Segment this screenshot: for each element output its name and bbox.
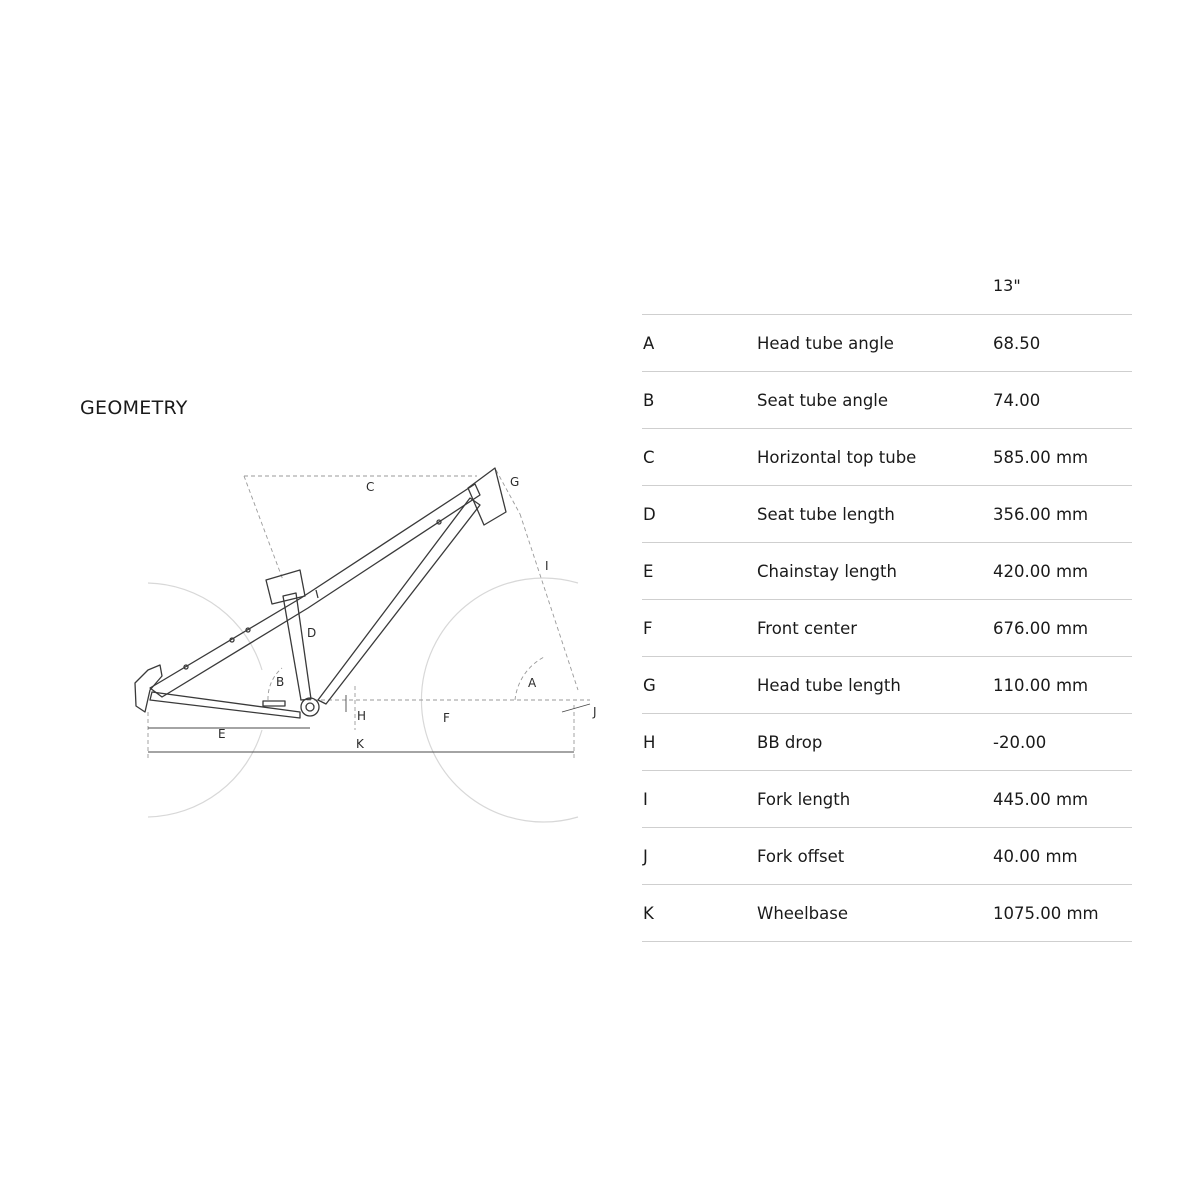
row-value: 68.50 (993, 334, 1041, 353)
table-row (642, 486, 1132, 543)
diagram-label-c: C (366, 480, 375, 494)
table-row (642, 372, 1132, 429)
row-value: 356.00 mm (993, 505, 1089, 524)
row-label: Head tube length (757, 676, 901, 695)
row-value: 420.00 mm (993, 562, 1089, 581)
table-row (642, 429, 1132, 486)
diagram-label-g: G (510, 475, 520, 489)
diagram-label-j: J (593, 705, 597, 719)
dimension-lines (148, 695, 590, 752)
row-letter: G (643, 676, 656, 695)
diagram-label-i: I (545, 559, 549, 573)
row-letter: B (643, 391, 655, 410)
rear-dropout (135, 665, 162, 712)
row-label: BB drop (757, 733, 823, 752)
row-label: Head tube angle (757, 334, 894, 353)
table-row (642, 885, 1132, 942)
geometry-title: GEOMETRY (80, 397, 188, 419)
row-label: Seat tube angle (757, 391, 889, 410)
table-row (642, 657, 1132, 714)
rear-wheel-arc (148, 583, 262, 817)
row-letter: A (643, 334, 655, 353)
table-row (642, 543, 1132, 600)
head-tube (468, 468, 506, 525)
geometry-table (642, 264, 1132, 942)
row-label: Chainstay length (757, 562, 897, 581)
row-value: 445.00 mm (993, 790, 1089, 809)
size-header-row (642, 264, 1132, 315)
diagram-label-d: D (307, 626, 317, 640)
diagram-label-h: H (357, 709, 367, 723)
row-letter: I (643, 790, 648, 809)
frame-geometry-diagram (0, 0, 620, 860)
row-letter: K (643, 904, 654, 923)
row-letter: C (643, 448, 655, 467)
row-letter: D (643, 505, 656, 524)
down-tube (318, 498, 480, 704)
row-value: 585.00 mm (993, 448, 1089, 467)
row-letter: H (643, 733, 656, 752)
row-value: 676.00 mm (993, 619, 1089, 638)
construction-lines (148, 470, 590, 760)
row-value: 110.00 mm (993, 676, 1089, 695)
table-row (642, 600, 1132, 657)
bike-frame (135, 468, 506, 718)
size-header: 13" (993, 276, 1021, 295)
diagram-label-k: K (356, 737, 364, 751)
row-label: Horizontal top tube (757, 448, 917, 467)
row-label: Fork offset (757, 847, 845, 866)
chainstay (150, 692, 300, 718)
row-letter: J (643, 847, 648, 866)
diagram-label-a: A (528, 676, 537, 690)
bottom-bracket (301, 698, 319, 716)
row-value: 1075.00 mm (993, 904, 1099, 923)
top-tube (150, 484, 480, 697)
row-value: 74.00 (993, 391, 1041, 410)
chainstay-slot (263, 701, 285, 706)
row-label: Front center (757, 619, 858, 638)
row-value: 40.00 mm (993, 847, 1078, 866)
row-value: -20.00 (993, 733, 1047, 752)
table-row (642, 828, 1132, 885)
table-row (642, 714, 1132, 771)
row-label: Fork length (757, 790, 851, 809)
bottom-bracket-inner (306, 703, 314, 711)
diagram-label-e: E (218, 727, 226, 741)
table-row (642, 315, 1132, 372)
diagram-label-f: F (443, 711, 450, 725)
row-label: Seat tube length (757, 505, 895, 524)
row-letter: F (643, 619, 653, 638)
diagram-label-b: B (276, 675, 285, 689)
table-row (642, 771, 1132, 828)
row-letter: E (643, 562, 654, 581)
row-label: Wheelbase (757, 904, 848, 923)
